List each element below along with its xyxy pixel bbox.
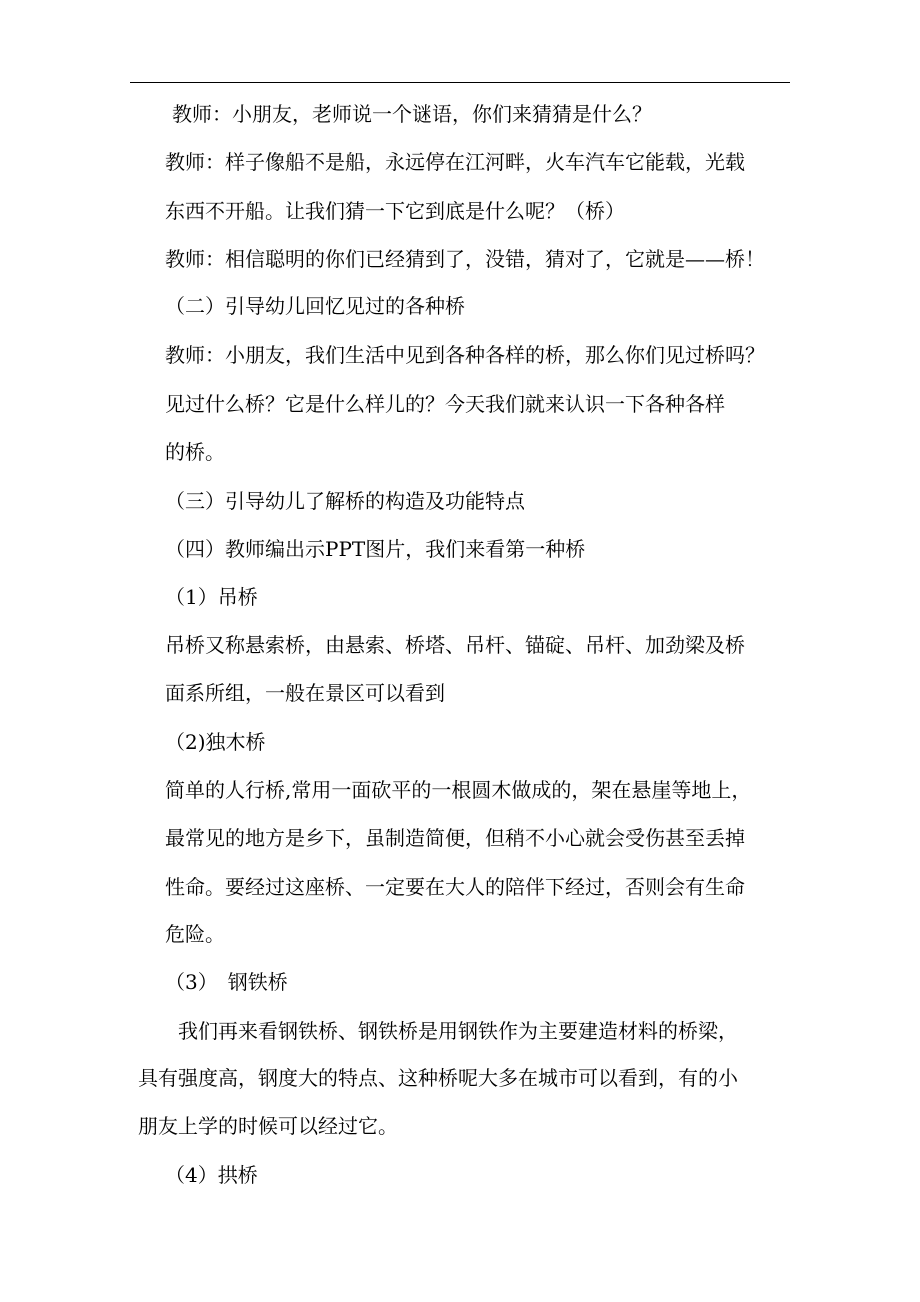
text-line: 危险。	[165, 922, 225, 946]
section-heading: （四）教师编出示PPT图片，我们来看第一种桥	[165, 537, 586, 561]
text-line: 东西不开船。让我们猜一下它到底是什么呢？（桥）	[165, 199, 625, 223]
text-line: 朋友上学的时候可以经过它。	[138, 1114, 398, 1138]
text-line: 简单的人行桥,常用一面砍平的一根圆木做成的，架在悬崖等地上，	[165, 778, 752, 802]
text-line: 教师：小朋友，老师说一个谜语，你们来猜猜是什么？	[172, 102, 652, 126]
header-rule	[130, 82, 790, 83]
text-line: 吊桥又称悬索桥，由悬索、桥塔、吊杆、锚碇、吊杆、加劲梁及桥	[165, 633, 745, 657]
subsection-heading: （3） 钢铁桥	[165, 970, 288, 994]
text-line: 教师：相信聪明的你们已经猜到了，没错，猜对了，它就是——桥！	[165, 247, 765, 271]
text-line: 性命。要经过这座桥、一定要在大人的陪伴下经过，否则会有生命	[165, 875, 745, 899]
text-line: 最常见的地方是乡下，虽制造简便，但稍不小心就会受伤甚至丢掉	[165, 826, 745, 850]
subsection-heading: （4）拱桥	[165, 1163, 258, 1187]
section-heading: （三）引导幼儿了解桥的构造及功能特点	[165, 489, 525, 513]
text-line: 面系所组，一般在景区可以看到	[165, 681, 445, 705]
subsection-heading: （1）吊桥	[165, 585, 258, 609]
section-heading: （二）引导幼儿回忆见过的各种桥	[165, 294, 465, 318]
text-line: 教师：样子像船不是船，永远停在江河畔，火车汽车它能载，光载	[165, 150, 745, 174]
text-line: 见过什么桥？它是什么样儿的？今天我们就来认识一下各种各样	[165, 392, 725, 416]
text-line: 具有强度高，钢度大的特点、这种桥呢大多在城市可以看到，有的小	[138, 1066, 738, 1090]
subsection-heading: （2)独木桥	[165, 730, 266, 754]
text-line: 教师：小朋友，我们生活中见到各种各样的桥，那么你们见过桥吗？	[165, 343, 765, 367]
text-line: 的桥。	[165, 440, 225, 464]
text-line: 我们再来看钢铁桥、钢铁桥是用钢铁作为主要建造材料的桥梁，	[178, 1019, 738, 1043]
